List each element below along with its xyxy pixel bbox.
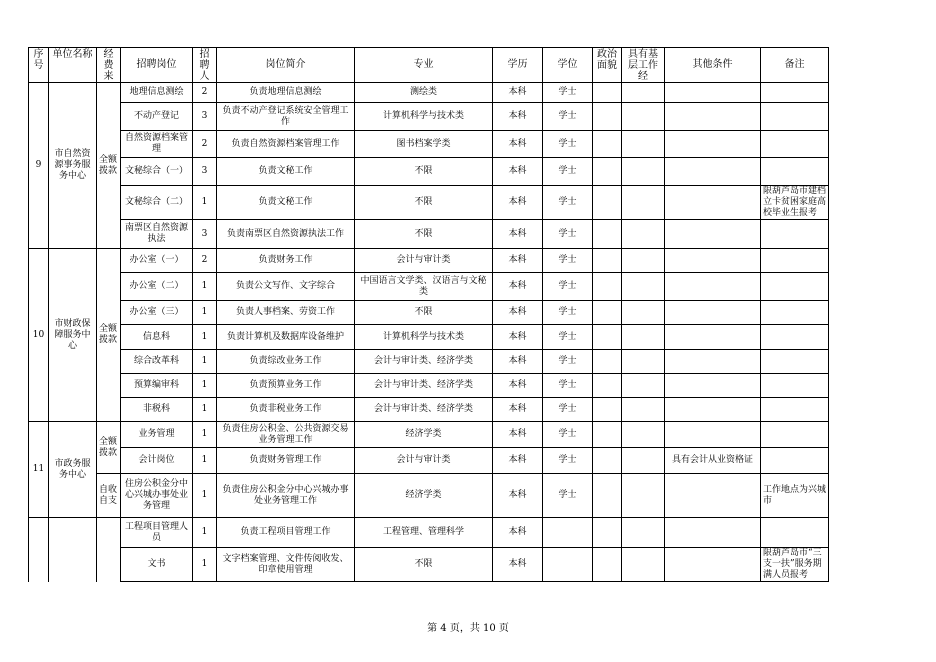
table-row [29,548,829,582]
political-cell [593,273,622,301]
edu-cell: 本科 [493,220,543,249]
desc-cell: 负责地理信息测绘 [217,83,355,103]
unit-name: 市政务服务中心 [49,422,97,518]
major-cell: 计算机科学与技术类 [355,103,493,131]
table-row [29,83,829,103]
edu-cell: 本科 [493,83,543,103]
remark-cell [761,350,829,374]
degree-cell: 学士 [543,273,593,301]
degree-cell: 学士 [543,186,593,220]
desc-cell: 负责公文写作、文字综合 [217,273,355,301]
desc-cell: 负责南票区自然资源执法工作 [217,220,355,249]
political-cell [593,83,622,103]
grassroots-cell [622,548,665,582]
other-cell [665,220,761,249]
grassroots-cell [622,350,665,374]
desc-cell: 负责文秘工作 [217,158,355,186]
major-cell: 计算机科学与技术类 [355,325,493,350]
edu-cell: 本科 [493,273,543,301]
grassroots-cell [622,398,665,422]
remark-cell [761,518,829,548]
grassroots-cell [622,273,665,301]
table-row [29,350,829,374]
count-cell: 1 [193,325,217,350]
major-cell: 中国语言文学类、汉语言与文秘类 [355,273,493,301]
table-row [29,186,829,220]
political-cell [593,249,622,273]
header-desc: 岗位简介 [217,48,355,83]
fund-type: 全额拨款 [97,249,121,422]
political-cell [593,548,622,582]
position-cell: 文秘综合（一） [121,158,193,186]
count-cell: 2 [193,131,217,158]
unit-seq: 9 [29,83,49,249]
remark-cell [761,448,829,474]
edu-cell: 本科 [493,518,543,548]
political-cell [593,422,622,448]
position-cell: 文书 [121,548,193,582]
major-cell: 会计与审计类、经济学类 [355,374,493,398]
header-unit: 单位名称 [49,48,97,83]
count-cell: 3 [193,158,217,186]
major-cell: 会计与审计类 [355,249,493,273]
other-cell [665,273,761,301]
remark-cell: 限葫芦岛市“三支一扶”服务期满人员报考 [761,548,829,582]
grassroots-cell [622,422,665,448]
major-cell: 经济学类 [355,474,493,518]
grassroots-cell [622,518,665,548]
header-major: 专业 [355,48,493,83]
desc-cell: 负责财务管理工作 [217,448,355,474]
table-row [29,273,829,301]
major-cell: 图书档案学类 [355,131,493,158]
grassroots-cell [622,158,665,186]
grassroots-cell [622,83,665,103]
political-cell [593,374,622,398]
count-cell: 1 [193,301,217,325]
unit-seq [29,518,49,582]
other-cell [665,103,761,131]
count-cell: 1 [193,422,217,448]
other-cell [665,422,761,448]
count-cell: 3 [193,103,217,131]
desc-cell: 负责住房公积金、公共资源交易业务管理工作 [217,422,355,448]
grassroots-cell [622,103,665,131]
count-cell: 1 [193,448,217,474]
count-cell: 1 [193,548,217,582]
degree-cell: 学士 [543,398,593,422]
remark-cell [761,158,829,186]
position-cell: 文秘综合（二） [121,186,193,220]
grassroots-cell [622,448,665,474]
edu-cell: 本科 [493,103,543,131]
degree-cell [543,518,593,548]
table-row [29,398,829,422]
edu-cell: 本科 [493,374,543,398]
degree-cell: 学士 [543,422,593,448]
desc-cell: 文字档案管理、文件传阅收发、印章使用管理 [217,548,355,582]
degree-cell: 学士 [543,350,593,374]
position-cell: 非税科 [121,398,193,422]
remark-cell: 限葫芦岛市建档立卡贫困家庭高校毕业生报考 [761,186,829,220]
desc-cell: 负责不动产登记系统安全管理工作 [217,103,355,131]
position-cell: 自然资源档案管理 [121,131,193,158]
political-cell [593,131,622,158]
degree-cell: 学士 [543,448,593,474]
remark-cell [761,325,829,350]
unit-name [49,518,97,582]
header-seq: 序号 [29,48,49,83]
table-row [29,474,829,518]
desc-cell: 负责自然资源档案管理工作 [217,131,355,158]
edu-cell: 本科 [493,398,543,422]
count-cell: 1 [193,398,217,422]
position-cell: 综合改革科 [121,350,193,374]
grassroots-cell [622,374,665,398]
table-row [29,374,829,398]
grassroots-cell [622,186,665,220]
position-cell: 工程项目管理人员 [121,518,193,548]
header-row [29,48,829,83]
political-cell [593,350,622,374]
political-cell [593,518,622,548]
political-cell [593,301,622,325]
political-cell [593,103,622,131]
other-cell [665,518,761,548]
unit-name: 市自然资源事务服务中心 [49,83,97,249]
count-cell: 1 [193,186,217,220]
remark-cell: 工作地点为兴城市 [761,474,829,518]
degree-cell: 学士 [543,474,593,518]
major-cell: 不限 [355,301,493,325]
position-cell: 办公室（三） [121,301,193,325]
major-cell: 工程管理、管理科学 [355,518,493,548]
other-cell [665,350,761,374]
position-cell: 住房公积金分中心兴城办事处业务管理 [121,474,193,518]
table-row [29,131,829,158]
other-cell: 具有会计从业资格证 [665,448,761,474]
degree-cell [543,548,593,582]
degree-cell: 学士 [543,249,593,273]
unit-seq: 10 [29,249,49,422]
major-cell: 测绘类 [355,83,493,103]
position-cell: 业务管理 [121,422,193,448]
remark-cell [761,273,829,301]
other-cell [665,158,761,186]
fund-type [97,518,121,582]
table-row [29,448,829,474]
count-cell: 1 [193,518,217,548]
political-cell [593,325,622,350]
desc-cell: 负责非税业务工作 [217,398,355,422]
position-cell: 预算编审科 [121,374,193,398]
unit-name: 市财政保障服务中心 [49,249,97,422]
desc-cell: 负责人事档案、劳资工作 [217,301,355,325]
page-footer: 第 4 页，共 10 页 [427,623,509,634]
other-cell [665,249,761,273]
count-cell: 1 [193,273,217,301]
count-cell: 3 [193,220,217,249]
header-edu: 学历 [493,48,543,83]
grassroots-cell [622,131,665,158]
degree-cell: 学士 [543,103,593,131]
desc-cell: 负责综改业务工作 [217,350,355,374]
degree-cell: 学士 [543,301,593,325]
grassroots-cell [622,325,665,350]
header-remark: 备注 [761,48,829,83]
fund-type: 自收自支 [97,474,121,518]
table-row [29,220,829,249]
other-cell [665,131,761,158]
edu-cell: 本科 [493,325,543,350]
edu-cell: 本科 [493,158,543,186]
degree-cell: 学士 [543,325,593,350]
major-cell: 不限 [355,158,493,186]
remark-cell [761,301,829,325]
other-cell [665,548,761,582]
header-count: 招聘人 [193,48,217,83]
desc-cell: 负责计算机及数据库设备维护 [217,325,355,350]
major-cell: 不限 [355,186,493,220]
table-row [29,158,829,186]
remark-cell [761,131,829,158]
political-cell [593,220,622,249]
table-row [29,249,829,273]
edu-cell: 本科 [493,548,543,582]
table-row [29,422,829,448]
table-row [29,325,829,350]
count-cell: 1 [193,350,217,374]
count-cell: 2 [193,249,217,273]
other-cell [665,374,761,398]
count-cell: 2 [193,83,217,103]
remark-cell [761,422,829,448]
position-cell: 会计岗位 [121,448,193,474]
header-political: 政治面貌 [593,48,622,83]
other-cell [665,398,761,422]
position-cell: 信息科 [121,325,193,350]
remark-cell [761,374,829,398]
major-cell: 会计与审计类、经济学类 [355,398,493,422]
degree-cell: 学士 [543,158,593,186]
other-cell [665,474,761,518]
grassroots-cell [622,249,665,273]
degree-cell: 学士 [543,131,593,158]
table-row [29,103,829,131]
header-position: 招聘岗位 [121,48,193,83]
major-cell: 会计与审计类、经济学类 [355,350,493,374]
edu-cell: 本科 [493,186,543,220]
political-cell [593,158,622,186]
major-cell: 不限 [355,220,493,249]
desc-cell: 负责工程项目管理工作 [217,518,355,548]
edu-cell: 本科 [493,301,543,325]
remark-cell [761,103,829,131]
desc-cell: 负责文秘工作 [217,186,355,220]
other-cell [665,83,761,103]
fund-type: 全额拨款 [97,83,121,249]
major-cell: 经济学类 [355,422,493,448]
recruitment-sheet [28,47,829,582]
remark-cell [761,398,829,422]
remark-cell [761,249,829,273]
header-degree: 学位 [543,48,593,83]
header-fund: 经费来 [97,48,121,83]
desc-cell: 负责预算业务工作 [217,374,355,398]
edu-cell: 本科 [493,249,543,273]
position-cell: 办公室（二） [121,273,193,301]
other-cell [665,186,761,220]
political-cell [593,398,622,422]
political-cell [593,448,622,474]
recruitment-table [28,47,829,582]
remark-cell [761,83,829,103]
major-cell: 会计与审计类 [355,448,493,474]
edu-cell: 本科 [493,448,543,474]
position-cell: 不动产登记 [121,103,193,131]
major-cell: 不限 [355,548,493,582]
position-cell: 办公室（一） [121,249,193,273]
edu-cell: 本科 [493,474,543,518]
edu-cell: 本科 [493,422,543,448]
position-cell: 南票区自然资源执法 [121,220,193,249]
degree-cell: 学士 [543,83,593,103]
degree-cell: 学士 [543,220,593,249]
desc-cell: 负责住房公积金分中心兴城办事处业务管理工作 [217,474,355,518]
position-cell: 地理信息测绘 [121,83,193,103]
table-row [29,518,829,548]
remark-cell [761,220,829,249]
desc-cell: 负责财务工作 [217,249,355,273]
other-cell [665,325,761,350]
edu-cell: 本科 [493,350,543,374]
header-other: 其他条件 [665,48,761,83]
count-cell: 1 [193,474,217,518]
header-grassroots: 具有基层工作经 [622,48,665,83]
edu-cell: 本科 [493,131,543,158]
grassroots-cell [622,301,665,325]
political-cell [593,474,622,518]
count-cell: 1 [193,374,217,398]
unit-seq: 11 [29,422,49,518]
degree-cell: 学士 [543,374,593,398]
table-row [29,301,829,325]
grassroots-cell [622,220,665,249]
grassroots-cell [622,474,665,518]
political-cell [593,186,622,220]
fund-type: 全额拨款 [97,422,121,474]
other-cell [665,301,761,325]
